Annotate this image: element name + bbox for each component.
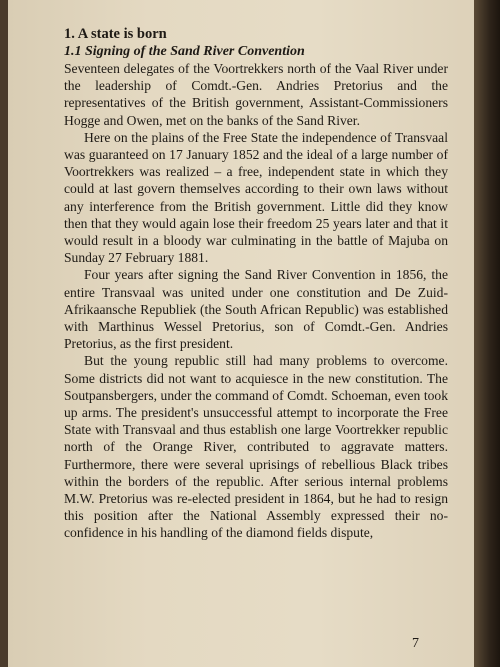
book-page	[8, 0, 478, 667]
page-number: 7	[412, 636, 419, 651]
paragraph-2: Here on the plains of the Free State the independence of Transvaal was guaranteed on 17 January 1852 and the ideal of a large number of Voortrekkers was realized – a free, independent state in which they could at last govern themselves according to their own laws without any interference from the British government. Little did they know then that they would again lose their freedom 25 years later and that it would result in a bloody war culminating in the battle of Majuba on Sunday 27 February 1881.	[64, 129, 448, 266]
left-page-edge	[0, 0, 8, 667]
page-content	[64, 26, 448, 542]
paragraph-3: Four years after signing the Sand River Convention in 1856, the entire Transvaal was united under one constitution and De Zuid-Afrikaansche Republiek (the South African Republic) was established with Marthinus Wessel Pretorius, son of Comdt.-Gen. Andries Pretorius, as the first president.	[64, 267, 448, 352]
book-spine-shadow	[474, 0, 500, 667]
paragraph-1: Seventeen delegates of the Voortrekkers north of the Vaal River under the leadership of Comdt.-Gen. Andries Pretorius and the representatives of the British government, Assistant-Commissioners Hogge and Owen, met on the banks of the Sand River.	[64, 61, 448, 128]
paragraph-4: But the young republic still had many problems to overcome. Some districts did not want to acquiesce in the new constitution. The Soutpansbergers, under the command of Comdt. Schoeman, even took up arms. The president's unsuccessful attempt to incorporate the Free State with Transvaal and thus establish one large Voortrekker republic north of the Orange River, contributed to aggravate matters. Furthermore, there were several uprisings of rebellious Black tribes within the borders of the republic. After serious internal problems M.W. Pretorius was re-elected president in 1864, but he had to resign this position after the National Assembly expressed their no-confidence in his handling of the diamond fields dispute,	[64, 353, 448, 541]
section-heading: 1.1 Signing of the Sand River Convention	[64, 44, 305, 59]
chapter-heading: 1. A state is born	[64, 26, 167, 42]
